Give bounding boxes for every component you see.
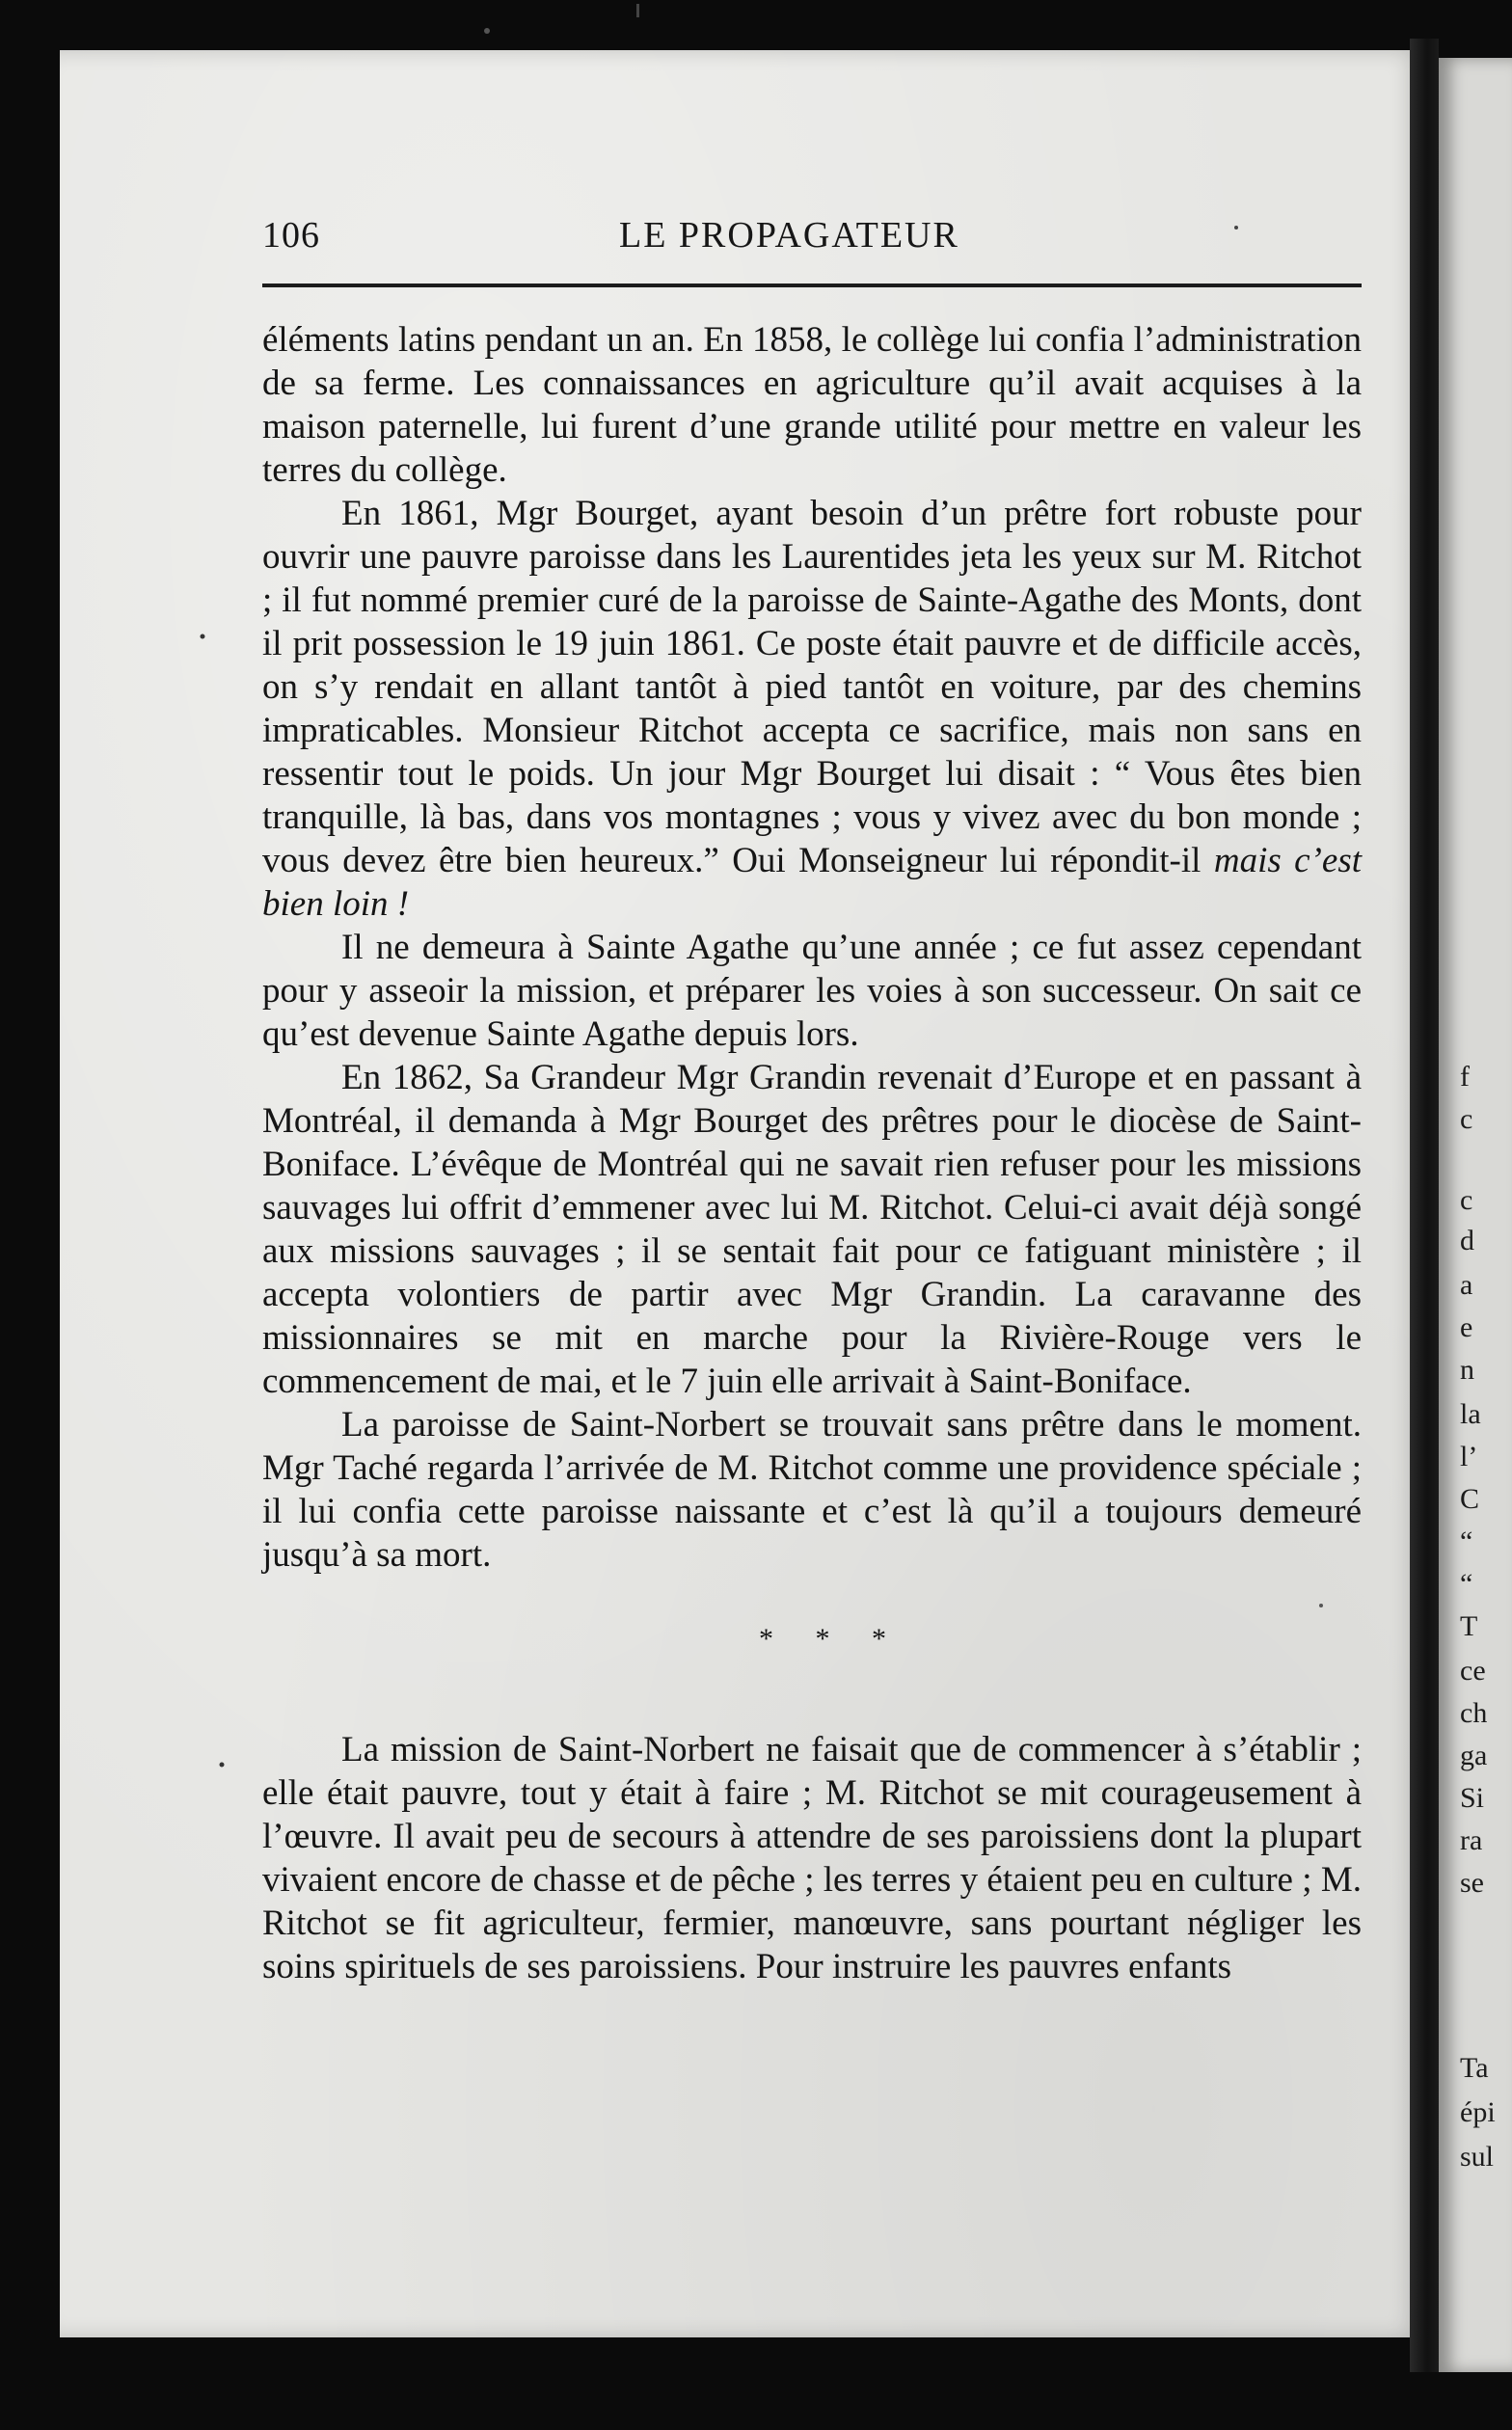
book-gutter bbox=[1410, 39, 1439, 2372]
facing-fragment: l’ bbox=[1460, 1441, 1478, 1472]
facing-fragment: c bbox=[1460, 1184, 1473, 1216]
facing-fragment: la bbox=[1460, 1398, 1481, 1430]
paragraph-5: La paroisse de Saint-Norbert se trouvait sans prêtre dans le moment. Mgr Taché regarda l’arrivée de M. Ritchot comme une providence spéciale ; il lui confia cette paroisse naissante et c’est là qu’il a toujours demeuré jusqu’à sa mort. bbox=[262, 1405, 1362, 1575]
facing-fragment: f bbox=[1460, 1061, 1470, 1093]
section-separator: * * * bbox=[759, 1623, 904, 1655]
page-number: 106 bbox=[262, 215, 320, 256]
facing-fragment: T bbox=[1460, 1610, 1478, 1642]
facing-fragment: ce bbox=[1460, 1655, 1486, 1687]
facing-fragment: ra bbox=[1460, 1824, 1483, 1856]
paragraph-4: En 1862, Sa Grandeur Mgr Grandin revenait d’Europe et en passant à Montréal, il demanda à Mgr Bourget des prêtres pour le diocèse de Saint-Boniface. L’évêque de Montréal qui ne savait rien refuser pour les missions sauvages lui offrit d’emmener avec lui M. Ritchot. Celui-ci avait déjà songé aux missions sauvages ; il se sentait fait pour ce fatiguant ministère ; il accepta volontiers de partir avec Mgr Grandin. La caravanne des missionnaires se mit en marche pour la Rivière-Rouge vers le commencement de mai, et le 7 juin elle arrivait à Saint-Boniface. bbox=[262, 1058, 1362, 1401]
facing-fragment: “ bbox=[1460, 1568, 1473, 1600]
facing-fragment: a bbox=[1460, 1269, 1473, 1301]
header-rule bbox=[262, 284, 1362, 287]
facing-fragment: “ bbox=[1460, 1526, 1473, 1557]
facing-fragment: e bbox=[1460, 1311, 1473, 1343]
facing-fragment: c bbox=[1460, 1103, 1473, 1135]
facing-fragment: d bbox=[1460, 1225, 1474, 1256]
paragraph-6: La mission de Saint-Norbert ne faisait que de commencer à s’établir ; elle était pauvre, tout y était à faire ; M. Ritchot se mit courageusement à l’œuvre. Il avait peu de secours à attendre de ses paroissiens dont la plupart vivaient encore de chasse et de pêche ; les terres y étaient peu en culture ; M. Ritchot se fit agriculteur, fermier, manœuvre, sans pourtant négliger les soins spirituels de ses paroissiens. Pour instruire les pauvres enfants bbox=[262, 1730, 1362, 1986]
running-title: LE PROPAGATEUR bbox=[619, 215, 959, 256]
facing-fragment: n bbox=[1460, 1354, 1474, 1386]
facing-fragment: C bbox=[1460, 1483, 1480, 1515]
paragraph-2-italic: mais c’est bien loin ! bbox=[262, 841, 1363, 924]
facing-fragment: ch bbox=[1460, 1697, 1488, 1729]
facing-fragment: ga bbox=[1460, 1740, 1488, 1771]
paragraph-2-text: En 1861, Mgr Bourget, ayant besoin d’un prêtre fort robuste pour ouvrir une pauvre paroisse dans les Laurentides jeta les yeux sur M. Ritchot ; il fut nommé premier curé de la paroisse de Sainte-Agathe des Monts, dont il prit possession le 19 juin 1861. Ce poste était pauvre et de difficile accès, on s’y rendait en allant tantôt à pied tantôt en voiture, par des chemins impraticables. Monsieur Ritchot accepta ce sacrifice, mais non sans en ressentir tout le poids. Un jour Mgr Bourget lui disait : “ Vous êtes bien tranquille, là bas, dans vos montagnes ; vous y vivez avec du bon monde ; vous devez être bien heureux.” Oui Monseigneur lui répondit-il bbox=[262, 494, 1362, 880]
paragraph-2 bbox=[262, 492, 1362, 926]
body-text bbox=[262, 318, 1362, 1988]
facing-fragment: épi bbox=[1460, 2096, 1496, 2128]
facing-fragment: Si bbox=[1460, 1782, 1485, 1814]
facing-page-edge bbox=[1439, 58, 1512, 2372]
paragraph-1: éléments latins pendant un an. En 1858, le collège lui confia l’administration de sa ferme. Les connaissances en agriculture qu’il avait acquises à la maison paternelle, lui furent d’une grande utilité pour mettre en valeur les terres du collège. bbox=[262, 320, 1362, 490]
facing-fragment: se bbox=[1460, 1867, 1484, 1899]
facing-fragment: Ta bbox=[1460, 2052, 1489, 2084]
facing-fragment: sul bbox=[1460, 2141, 1495, 2173]
running-head bbox=[262, 214, 1362, 264]
paragraph-3: Il ne demeura à Sainte Agathe qu’une année ; ce fut assez cependant pour y asseoir la mission, et préparer les voies à son successeur. On sait ce qu’est devenue Sainte Agathe depuis lors. bbox=[262, 928, 1362, 1054]
